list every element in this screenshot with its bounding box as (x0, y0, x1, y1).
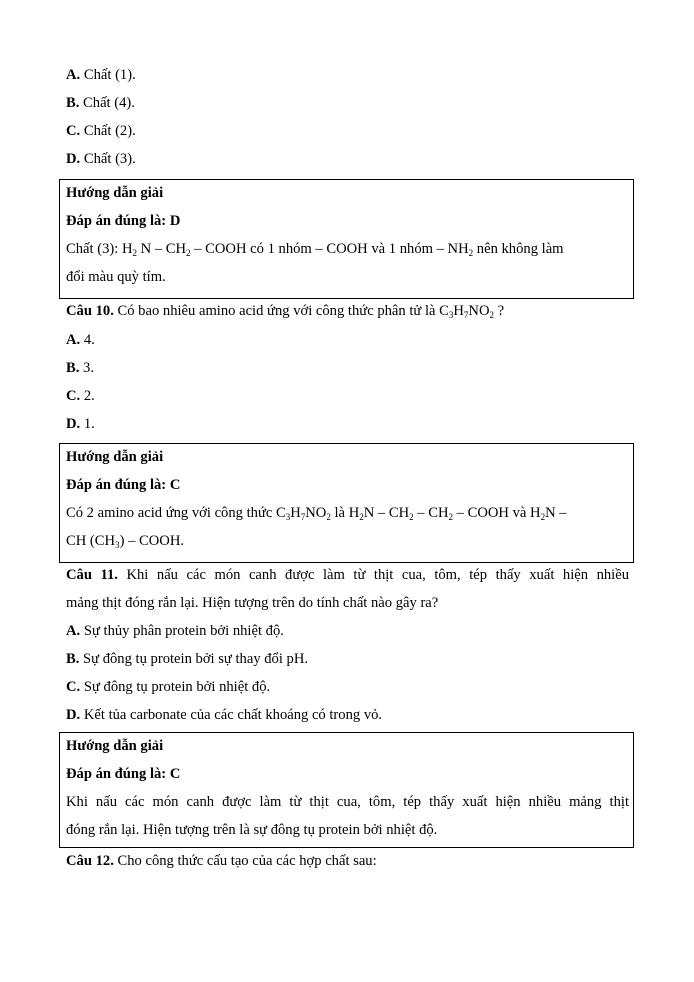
option-letter: B. (66, 95, 80, 111)
text: có 1 nhóm – COOH và 1 nhóm – NH (246, 241, 469, 257)
q11-question-line2: mảng thịt đóng rắn lại. Hiện tượng trên do tính chất nào gây ra? (66, 595, 439, 611)
solution-answer: Đáp án đúng là: D (66, 213, 181, 229)
option-letter: B. (66, 360, 80, 376)
solution-text-line: Khi nấu các món canh được làm từ thịt cua, tôm, tép thấy xuất hiện nhiều mảng thịt (66, 794, 629, 810)
text: – CH (413, 505, 449, 521)
question-text: Cho công thức cấu tạo của các hợp chất sau: (113, 853, 377, 869)
option-text: 2. (80, 388, 95, 404)
question-text: Khi nấu các món canh được làm từ thịt cua, tôm, tép thấy xuất hiện nhiều (117, 567, 629, 583)
solution-text-line (66, 532, 184, 550)
q10-question (66, 302, 504, 320)
q11-option-c (66, 678, 270, 696)
text: – COOH và H (453, 505, 541, 521)
option-text: Kết tủa carbonate của các chất khoáng có trong vỏ. (80, 707, 383, 723)
q11-question-line1 (66, 566, 629, 584)
subscript: 2 (489, 310, 494, 320)
question-text: Có bao nhiêu amino acid ứng với công thức phân tử là (113, 303, 440, 319)
option-letter: D. (66, 707, 81, 723)
subscript: 2 (359, 512, 364, 522)
option-text: Chất (2). (80, 123, 136, 139)
option-letter: A. (66, 67, 81, 83)
option-text: 4. (80, 332, 95, 348)
q12-question (66, 852, 377, 870)
option-letter: C. (66, 388, 81, 404)
q9-option-c (66, 122, 136, 140)
text: NO (468, 303, 490, 319)
text: ? (494, 303, 505, 319)
text: Có 2 amino acid ứng với công thức (66, 505, 276, 521)
option-letter: D. (66, 151, 81, 167)
solution-heading: Hướng dẫn giải (66, 185, 164, 201)
text: CH (CH (66, 533, 116, 549)
q10-option-d (66, 415, 95, 433)
text: C (275, 505, 286, 521)
option-text: Chất (1). (80, 67, 136, 83)
option-letter: D. (66, 416, 81, 432)
q11-solution-box (59, 732, 634, 848)
solution-heading: Hướng dẫn giải (66, 449, 164, 465)
solution-heading: Hướng dẫn giải (66, 738, 164, 754)
subscript: 3 (448, 310, 454, 320)
option-letter: C. (66, 679, 81, 695)
q10-option-a (66, 331, 95, 349)
q10-option-c (66, 387, 95, 405)
solution-text-line (66, 240, 564, 258)
text: N – (545, 505, 567, 521)
subscript: 7 (463, 310, 469, 320)
option-letter: C. (66, 123, 81, 139)
text: N – CH (363, 505, 410, 521)
subscript: 3 (285, 512, 291, 522)
subscript: 2 (132, 248, 137, 258)
q9-option-d (66, 150, 136, 168)
text: nên không làm (473, 241, 564, 257)
option-letter: B. (66, 651, 80, 667)
subscript: 2 (448, 512, 454, 522)
formula (276, 505, 331, 521)
option-text: Chất (4). (79, 95, 135, 111)
text: N – CH (136, 241, 187, 257)
q11-option-d (66, 706, 382, 724)
text: Chất (3): (66, 241, 122, 257)
text: là H (330, 505, 360, 521)
option-text: Sự thủy phân protein bởi nhiệt độ. (80, 623, 284, 639)
subscript: 2 (326, 512, 331, 522)
option-letter: A. (66, 623, 81, 639)
solution-text-line: đóng rắn lại. Hiện tượng trên là sự đông tụ protein bởi nhiệt độ. (66, 822, 438, 838)
question-label: Câu 12. (66, 853, 114, 869)
solution-text-line (66, 504, 567, 522)
text: ) – COOH. (119, 533, 185, 549)
formula (122, 241, 247, 257)
solution-answer: Đáp án đúng là: C (66, 477, 181, 493)
text: H (453, 303, 464, 319)
q9-option-b (66, 94, 135, 112)
text: H (121, 241, 133, 257)
option-text: Sự đông tụ protein bởi sự thay đổi pH. (79, 651, 309, 667)
option-letter: A. (66, 332, 81, 348)
q11-option-a (66, 622, 284, 640)
question-label: Câu 10. (66, 303, 114, 319)
option-text: Chất (3). (80, 151, 136, 167)
solution-answer: Đáp án đúng là: C (66, 766, 181, 782)
subscript: 3 (115, 540, 120, 550)
text: NO (305, 505, 327, 521)
text: C (439, 303, 449, 319)
q10-option-b (66, 359, 94, 377)
subscript: 2 (468, 248, 474, 258)
subscript: 2 (409, 512, 414, 522)
q11-option-b (66, 650, 308, 668)
question-label: Câu 11. (66, 567, 118, 583)
option-text: 1. (80, 416, 95, 432)
option-text: 3. (79, 360, 94, 376)
q9-solution-box (59, 179, 634, 299)
subscript: 7 (300, 512, 306, 522)
q10-solution-box (59, 443, 634, 563)
subscript: 2 (540, 512, 546, 522)
q9-option-a (66, 66, 136, 84)
solution-text-line: đổi màu quỳ tím. (66, 269, 166, 285)
text: H (290, 505, 301, 521)
option-text: Sự đông tụ protein bởi nhiệt độ. (80, 679, 271, 695)
subscript: 2 (186, 248, 191, 258)
text: – COOH (190, 241, 247, 257)
formula (439, 303, 494, 319)
